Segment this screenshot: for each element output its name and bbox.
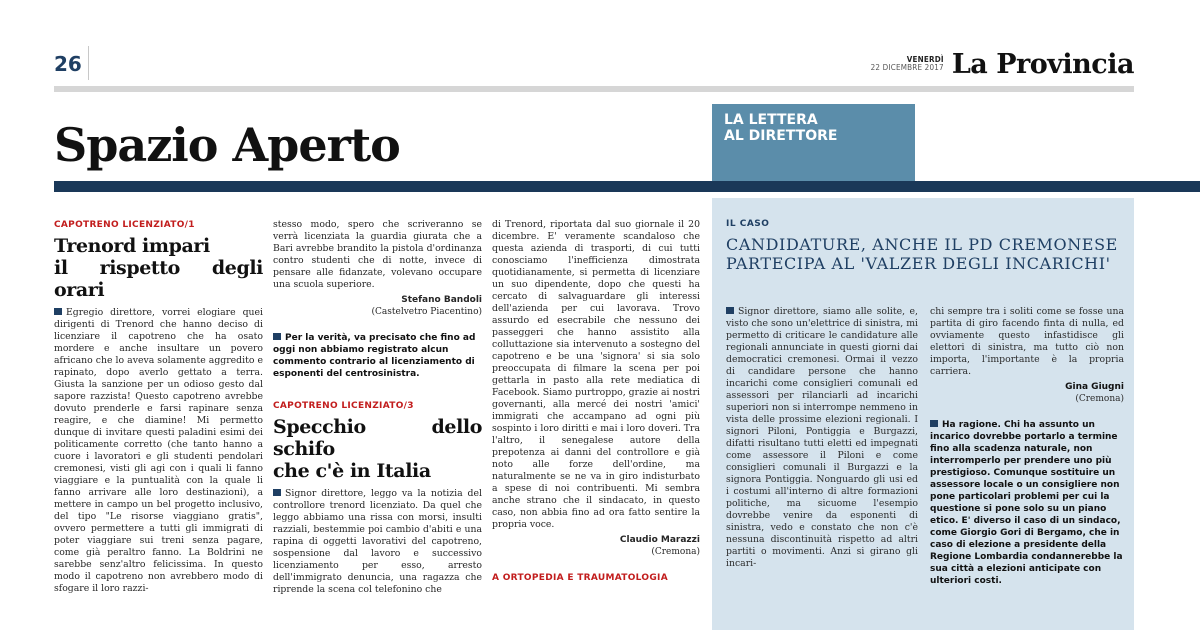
article-body-text: Egregio direttore, vorrei elogiare quei dirigenti di Trenord che hanno deciso di licenziare il capotreno che ha osato mordere e anche insultare un povero africano che lo aveva solamente aggredito e rapinato, dopo averlo gettato a terra. Giusta la sanzione per un odioso gesto dal sapore razzista! Questo capotreno avrebbe dovuto prenderle e farsi rapinare senza reagire, e che diamine! Mi permetto dunque di invitare questi paladini esimi dei politicamente corretto (che tanto hanno a cuore i lavoratori e gli studenti pendolari cremonesi, visti gli agi con i quali li fanno viaggiare e la puntualità con la quale li fanno arrivare alle loro destinazioni), a mettere in campo un bel progetto inclusivo, del tipo "Le risorse viaggiano gratis", ovvero permettere a tutti gli immigrati di poter viaggiare sui treni senza pagare, come già peraltro fanno. La Boldrini ne sarebbe senz'altro felicissima. In questo modo il capotreno non avrebbero modo di sfogare il loro razzi- bbox=[54, 307, 263, 594]
caso-headline-line-2: PARTECIPA AL 'VALZER DEGLI INCARICHI' bbox=[726, 254, 1111, 273]
article-column-3 bbox=[492, 219, 700, 630]
lettera-line-2: AL DIRETTORE bbox=[724, 128, 838, 145]
paragraph-marker-icon bbox=[273, 333, 281, 340]
paragraph-marker-icon bbox=[273, 489, 281, 496]
section-band bbox=[54, 181, 1200, 192]
article-body bbox=[273, 488, 482, 596]
article-body bbox=[726, 306, 918, 570]
editor-reply bbox=[273, 332, 482, 380]
headline-line-2: il rispetto degli orari bbox=[54, 257, 263, 301]
article-body-text: Signor direttore, siamo alle solite, e, visto che sono un'elettrice di sinistra, mi permetto di criticare le candidature alle regionali annunciate in questi giorni dai democratici cremonesi. Ormai il vezzo di candidare persone che hanno incarichi come consiglieri comunali ed assessori per rilanciarli ad incarichi superiori non si interrompe nemmeno in vista delle prossime elezioni regionali. I signori Piloni, Pontiggia e Burgazzi, difatti risultano tutti eletti ed impegnati come assessore il Piloni e come consiglieri comunali il Burgazzi e la signora Pontiggia. Nonguardo gli usi ed i costumi all'interno di altre formazioni politiche, ma sicuome l'esempio dovrebbe venire da esponenti di sinistra, vedo e constato che non c'è nessuna discontinuità rispetto ad altri partiti o movimenti. Anzi si girano gli incari- bbox=[726, 306, 918, 569]
letter-signature-place: (Cremona) bbox=[1075, 394, 1124, 404]
paragraph-marker-icon bbox=[54, 308, 62, 315]
caso-column-2 bbox=[930, 306, 1124, 630]
issue-date: 22 DICEMBRE 2017 bbox=[870, 63, 944, 72]
article-kicker: A ORTOPEDIA E TRAUMATOLOGIA bbox=[492, 573, 668, 583]
caso-kicker: IL CASO bbox=[726, 219, 770, 229]
section-title: Spazio Aperto bbox=[54, 118, 400, 172]
lettera-line-1: LA LETTERA bbox=[724, 112, 818, 128]
editor-reply-text: Per la verità, va precisato che fino ad oggi non abbiamo registrato alcun commento contrario al licenziamento di esponenti del centrosinistra. bbox=[273, 333, 476, 379]
paragraph-marker-icon bbox=[930, 420, 938, 427]
masthead bbox=[871, 44, 1134, 84]
article-kicker: CAPOTRENO LICENZIATO/3 bbox=[273, 401, 414, 411]
caso-column-1 bbox=[726, 306, 918, 630]
page-number: 26 bbox=[54, 52, 82, 76]
article-column-1 bbox=[54, 219, 263, 630]
letter-signature-place: (Cremona) bbox=[651, 547, 700, 557]
caso-headline-line-1: CANDIDATURE, ANCHE IL PD CREMONESE bbox=[726, 235, 1118, 254]
article-headline bbox=[273, 416, 482, 482]
caso-headline bbox=[726, 235, 1124, 273]
headline-line-1: Trenord impari bbox=[54, 235, 210, 257]
paragraph-marker-icon bbox=[726, 307, 734, 314]
article-kicker: CAPOTRENO LICENZIATO/1 bbox=[54, 220, 195, 230]
article-headline bbox=[54, 235, 263, 301]
issue-date-block bbox=[871, 56, 944, 73]
headline-line-1: Specchio dello schifo bbox=[273, 416, 482, 460]
article-body: stesso modo, spero che scriveranno se verrà licenziata la guardia giurata che a Bari avrebbe brandito la pistola d'ordinanza contro studenti che di notte, invece di pensare alle fidanzate, volevano occupare una scuola superiore. bbox=[273, 219, 482, 290]
article-body-text: Signor direttore, leggo va la notizia del controllore trenord licenziato. Da quel che leggo abbiamo una rissa con morsi, insulti razziali, bestemmie poi cambio d'abiti e una rapina di oggetti lavorativi del capotreno, sospensione dal lavoro e successivo licenziamento per esso, arresto dell'immigrato denuncia, una ragazza che riprende la scena col telefonino che bbox=[273, 488, 482, 595]
editor-reply bbox=[930, 419, 1124, 587]
letter-signature-name: Stefano Bandoli bbox=[401, 295, 482, 305]
editor-reply-text: Ha ragione. Chi ha assunto un incarico dovrebbe portarlo a termine fino alla scadenza naturale, non interromperlo per prendere uno più prestigioso. Comunque sostituire un assessore locale o un consigliere non pone particolari problemi per cui la questione si pone solo su un piano etico. E' diverso il caso di un sindaco, come Giorgio Gori di Bergamo, che in caso di elezione a presidente della Regione Lombardia condannerebbe la sua città a elezioni anticipate con ulteriori costi. bbox=[930, 420, 1123, 586]
headline-line-2: che c'è in Italia bbox=[273, 460, 431, 482]
article-column-2 bbox=[273, 219, 482, 630]
article-body: di Trenord, riportata dal suo giornale il 20 dicembre. E' veramente scandaloso che questa azienda di trasporti, di cui tutti conosciamo l'inefficienza dimostrata quotidianamente, si permetta di licenziare un suo dipendente, dopo che questi ha cercato di salvaguardare gli interessi dell'azienda per cui lavorava. Trovo assurdo ed esecrabile che nessuno dei passeggeri che hanno assistito alla colluttazione sia intervenuto a sostegno del capotreno e be una 'signora' si sia solo preoccupata di filmare la scena per poi gettarla in pasto alla rete mediatica di Facebook. Siamo purtroppo, grazie ai nostri governanti, alla mercé dei nostri 'amici' immigrati che accampano ad ogni più sospinto i loro diritti e mai i loro doveri. Tra l'altro, il senegalese autore della prepotenza ai danni del controllore e già noto alle forze dell'ordine, ma naturalmente se ne va in giro indisturbato a spese di noi contribuenti. Mi sembra anche strano che il sindacato, in questo caso, non abbia fino ad ora fatto sentire la propria voce. bbox=[492, 219, 700, 530]
issue-day: VENERDÌ bbox=[906, 54, 944, 64]
letter-signature-name: Gina Giugni bbox=[1065, 382, 1124, 392]
article-body: chi sempre tra i soliti come se fosse una partita di giro facendo finta di nulla, ed ovviamente questo infastidisce gli elettori di sinistra, ma tutto ciò non importa, l'importante è la propria carriera. bbox=[930, 306, 1124, 377]
header-rule bbox=[54, 86, 1134, 92]
page-number-divider bbox=[88, 46, 89, 80]
lettera-al-direttore-label bbox=[712, 104, 915, 190]
article-body bbox=[54, 307, 263, 595]
letter-signature-name: Claudio Marazzi bbox=[619, 535, 700, 545]
newspaper-name: La Provincia bbox=[951, 48, 1134, 80]
letter-signature-place: (Castelvetro Piacentino) bbox=[371, 307, 482, 317]
il-caso-header bbox=[726, 219, 1124, 273]
